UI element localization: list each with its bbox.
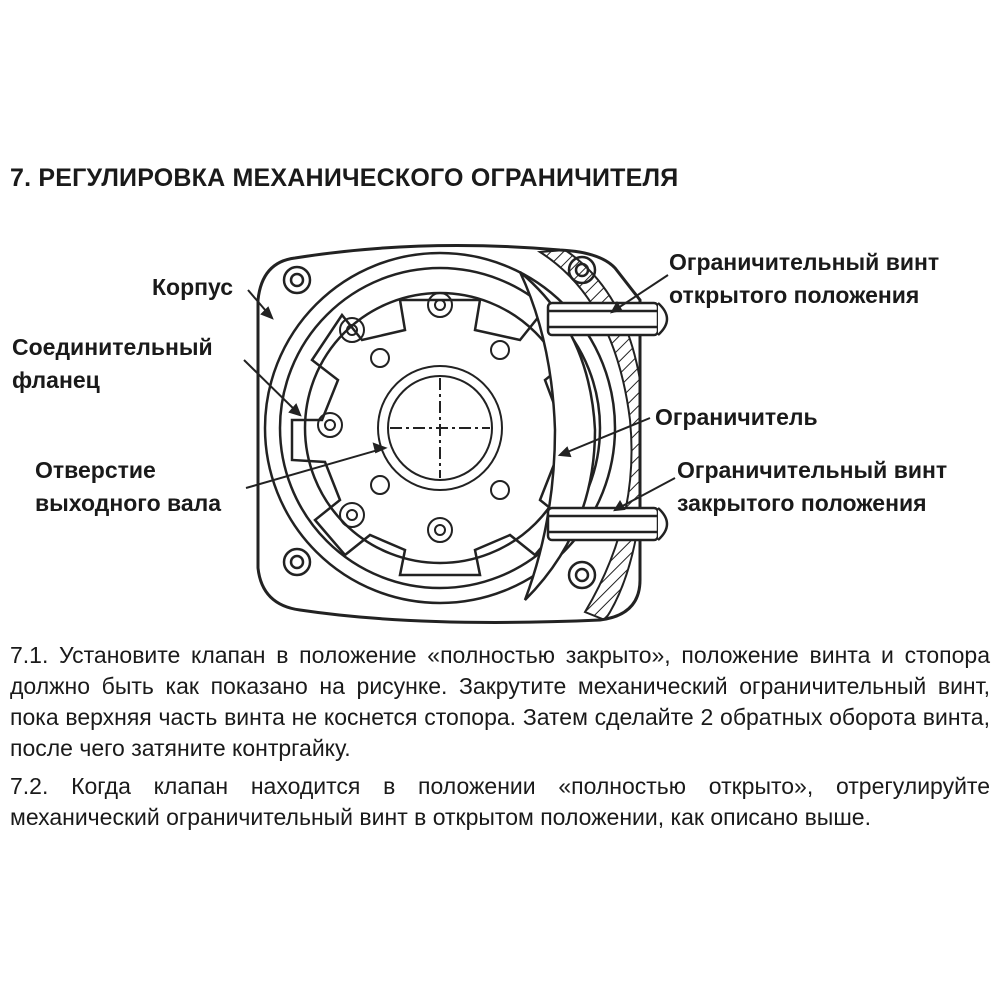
label-housing: Корпус [152,274,234,300]
label-open-screw-line2: открытого положения [669,282,920,308]
label-limiter: Ограничитель [655,404,818,430]
label-flange-line1: Соединительный [12,334,213,360]
closed-limit-screw [548,508,667,540]
instruction-7-2: 7.2. Когда клапан находится в положении «полностью открыто», отрегулируйте механический ограничительный винт в открытом положении, как описано выше. [10,773,990,830]
instruction-7-1: 7.1. Установите клапан в положение «полностью закрыто», положение винта и стопора должно быть как показано на рисунке. Закрутите механический ограничительный винт, пока верхняя часть винта не коснется стопора. Затем сделайте 2 обратных оборота винта, после чего затяните контргайку. [10,642,990,761]
label-hole-line2: выходного вала [35,490,222,516]
open-limit-screw [548,303,667,335]
label-hole-line1: Отверстие [35,457,156,483]
label-closed-screw-line1: Ограничительный винт [677,457,948,483]
label-flange-line2: фланец [12,367,100,393]
output-shaft-hole [378,366,502,490]
section-title: 7. РЕГУЛИРОВКА МЕХАНИЧЕСКОГО ОГРАНИЧИТЕЛЯ [10,164,679,192]
label-closed-screw-line2: закрытого положения [677,490,927,516]
label-open-screw-line1: Ограничительный винт [669,249,940,275]
